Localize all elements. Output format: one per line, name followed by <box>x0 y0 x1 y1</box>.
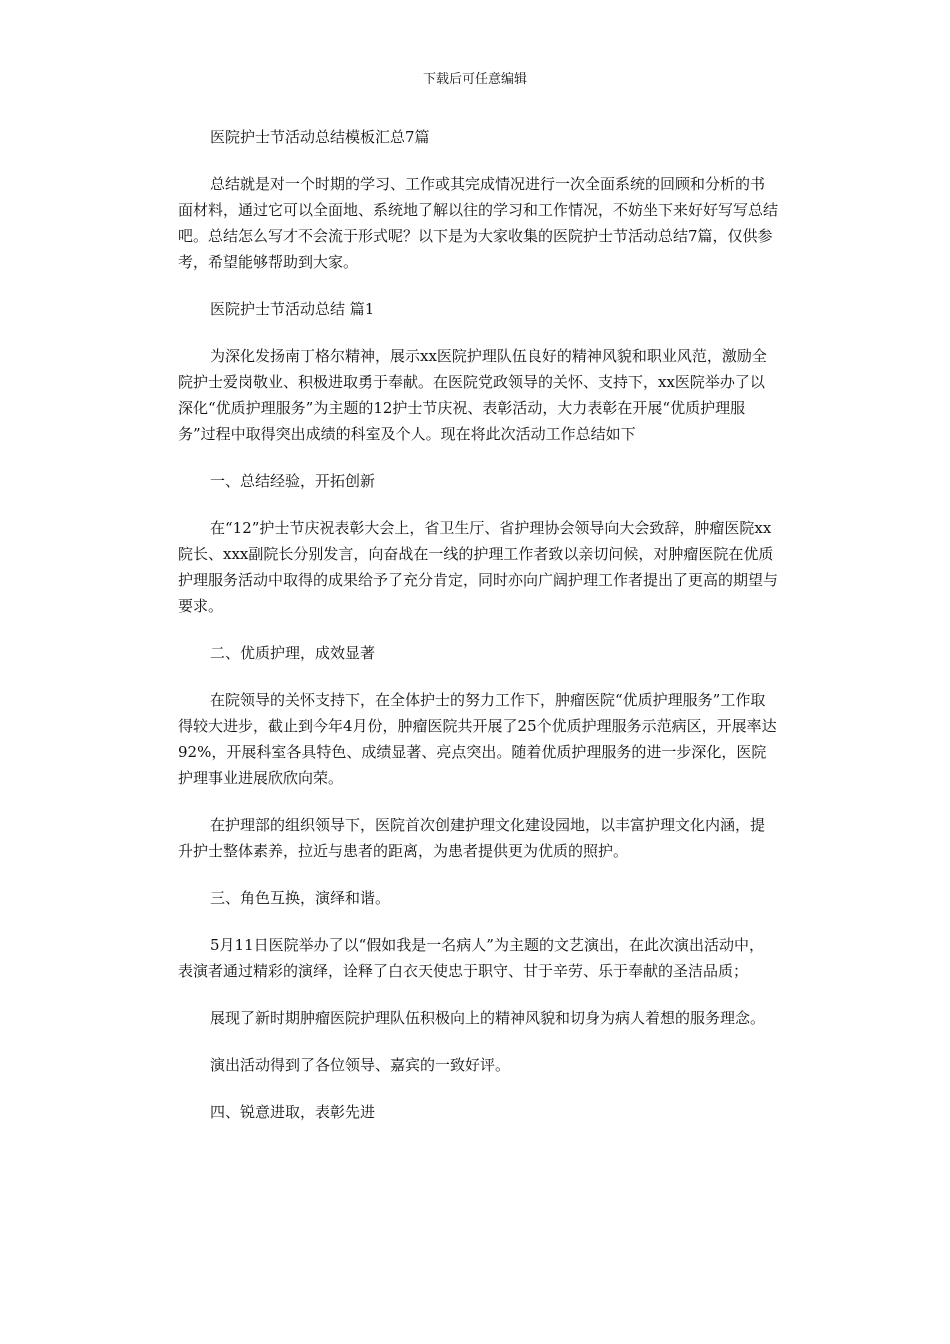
paragraph-3: 在院领导的关怀支持下，在全体护士的努力工作下，肿瘤医院“优质护理服务”工作取得较大进步，截止到今年4月份，肿瘤医院共开展了25个优质护理服务示范病区，开展率达92%，开展科室各具特色、成绩显著、亮点突出。随着优质护理服务的进一步深化，医院护理事业进展欣欣向荣。 <box>178 691 777 787</box>
document-title: 医院护士节活动总结模板汇总7篇 <box>210 128 430 146</box>
heading-4: 四、锐意进取，表彰先进 <box>210 1103 376 1121</box>
paragraph-1: 为深化发扬南丁格尔精神，展示xx医院护理队伍良好的精神风貌和职业风范，激励全院护士爱岗敬业、积极进取勇于奉献。在医院党政领导的关怀、支持下，xx医院举办了以深化“优质护理服务”为主题的12护士节庆祝、表彰活动，大力表彰在开展“优质护理服务”过程中取得突出成绩的科室及个人。现在将此次活动工作总结如下 <box>178 347 767 443</box>
paragraph-2: 在“12”护士节庆祝表彰大会上，省卫生厅、省护理协会领导向大会致辞，肿瘤医院xx院长、xxx副院长分别发言，向奋战在一线的护理工作者致以亲切问候，对肿瘤医院在优质护理服务活动中取得的成果给予了充分肯定，同时亦向广阔护理工作者提出了更高的期望与要求。 <box>178 519 779 615</box>
heading-1: 一、总结经验，开拓创新 <box>210 472 376 490</box>
paragraph-4: 在护理部的组织领导下，医院首次创建护理文化建设园地，以丰富护理文化内涵，提升护士整体素养，拉近与患者的距离，为患者提供更为优质的照护。 <box>178 816 766 860</box>
paragraph-6: 展现了新时期肿瘤医院护理队伍积极向上的精神风貌和切身为病人着想的服务理念。 <box>210 1009 766 1027</box>
intro-paragraph: 总结就是对一个时期的学习、工作或其完成情况进行一次全面系统的回顾和分析的书面材料，通过它可以全面地、系统地了解以往的学习和工作情况，不妨坐下来好好写写总结吧。总结怎么写才不会流于形式呢？以下是为大家收集的医院护士节活动总结7篇，仅供参考，希望能够帮助到大家。 <box>178 175 779 271</box>
page-header: 下载后可任意编辑 <box>422 72 527 87</box>
paragraph-5: 5月11日医院举办了以“假如我是一名病人”为主题的文艺演出，在此次演出活动中，表演者通过精彩的演绎，诠释了白衣天使忠于职守、甘于辛劳、乐于奉献的圣洁品质； <box>178 936 764 980</box>
paragraph-7: 演出活动得到了各位领导、嘉宾的一致好评。 <box>210 1056 511 1074</box>
heading-3: 三、角色互换，演绎和谐。 <box>210 889 391 907</box>
heading-2: 二、优质护理，成效显著 <box>210 644 376 662</box>
document-body <box>178 118 778 1125</box>
section-title-1: 医院护士节活动总结 篇1 <box>210 300 375 318</box>
